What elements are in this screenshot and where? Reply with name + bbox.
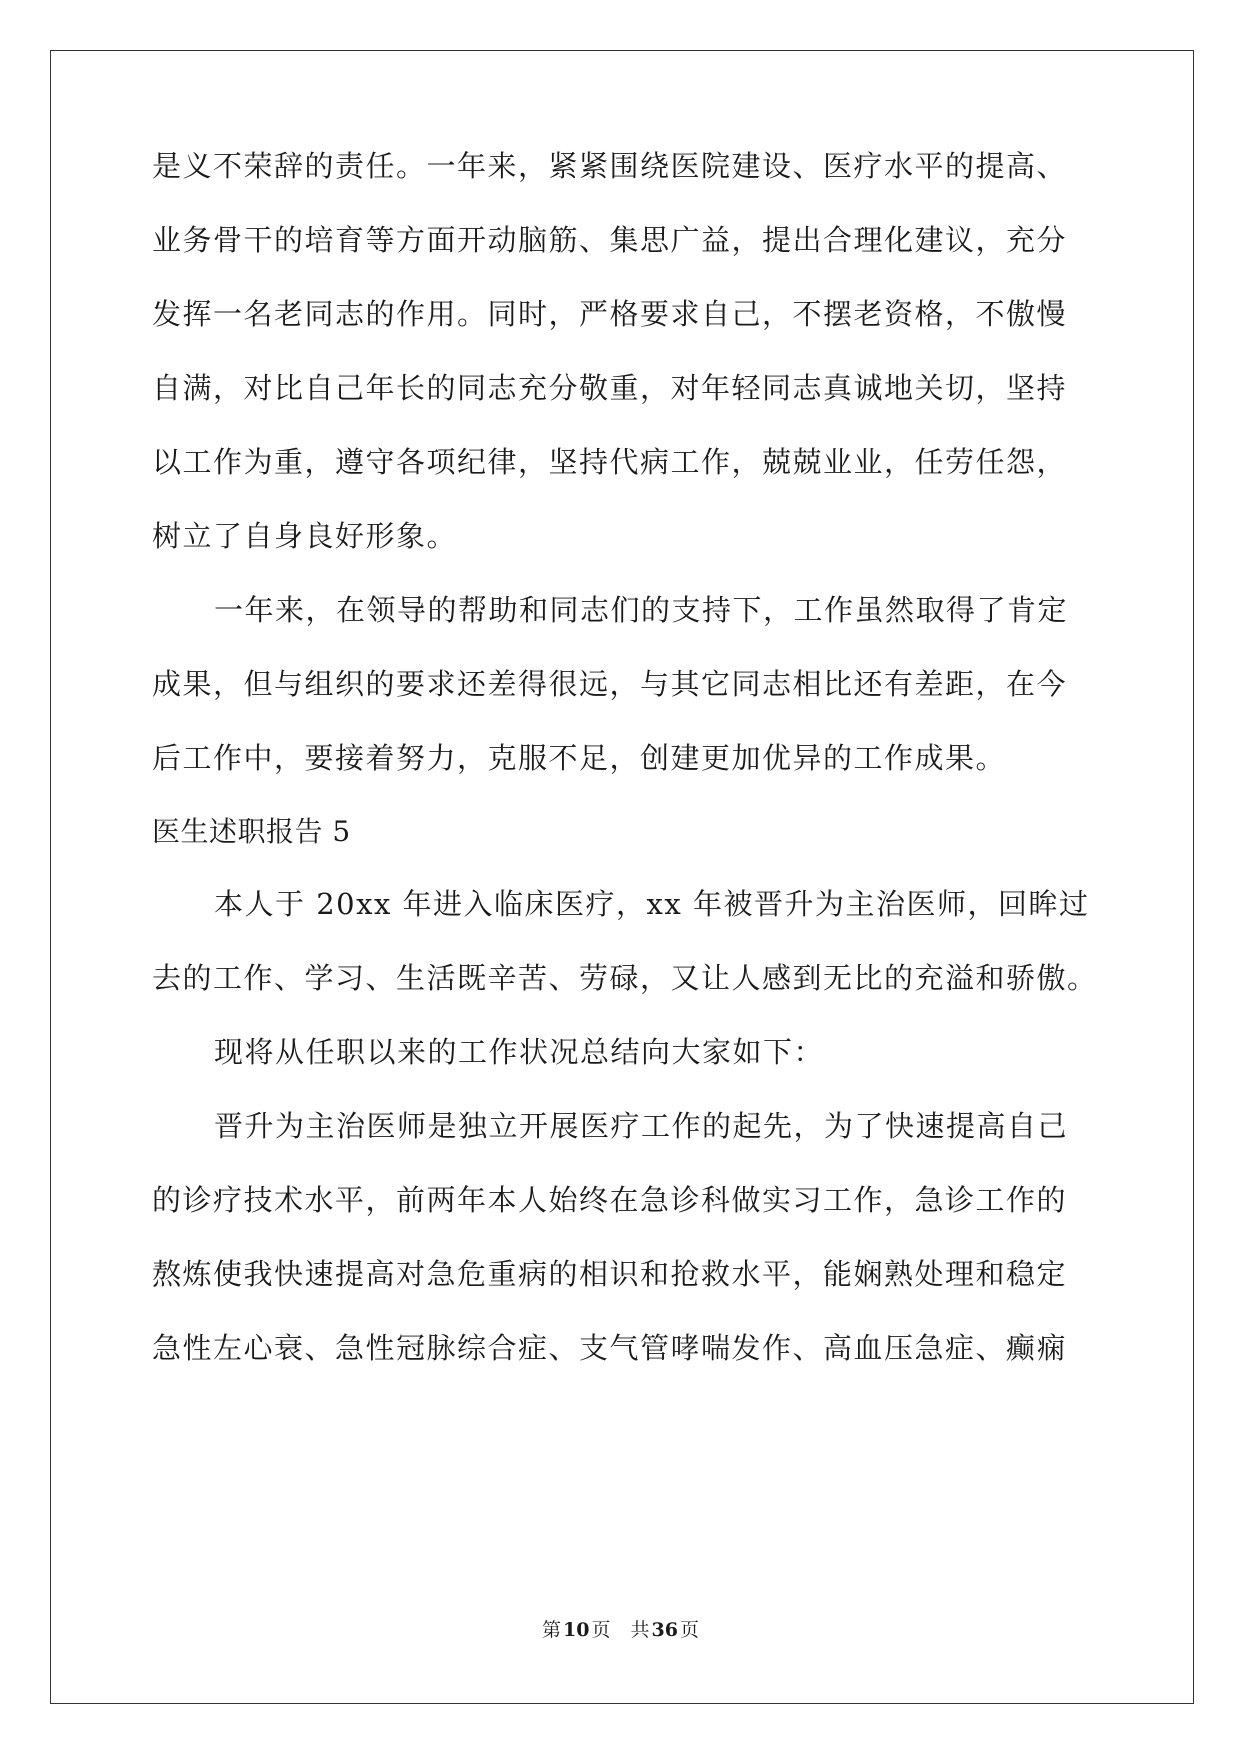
page-number-footer	[0, 1618, 1241, 1642]
paragraph-line: 熬炼使我快速提高对急危重病的相识和抢救水平，能娴熟处理和稳定	[152, 1257, 1068, 1291]
paragraph-line: 晋升为主治医师是独立开展医疗工作的起先，为了快速提高自己	[214, 1109, 1069, 1143]
paragraph-line: 后工作中，要接着努力，克服不足，创建更加优异的工作成果。	[152, 741, 1007, 775]
section-heading: 医生述职报告 5	[152, 815, 351, 848]
paragraph-line: 的诊疗技术水平，前两年本人始终在急诊科做实习工作，急诊工作的	[152, 1183, 1068, 1217]
paragraph-line: 发挥一名老同志的作用。同时，严格要求自己，不摆老资格，不傲慢	[152, 297, 1068, 331]
paragraph-line: 一年来，在领导的帮助和同志们的支持下，工作虽然取得了肯定	[214, 593, 1069, 627]
paragraph-line: 去的工作、学习、生活既辛苦、劳碌，又让人感到无比的充溢和骄傲。	[152, 961, 1098, 995]
paragraph-line: 以工作为重，遵守各项纪律，坚持代病工作，兢兢业业，任劳任怨，	[152, 445, 1068, 479]
paragraph-line: 成果，但与组织的要求还差得很远，与其它同志相比还有差距，在今	[152, 667, 1068, 701]
total-suffix: 页	[679, 1619, 699, 1641]
paragraph-line: 自满，对比自己年长的同志充分敬重，对年轻同志真诚地关切，坚持	[152, 371, 1068, 405]
paragraph-line: 是义不荣辞的责任。一年来，紧紧围绕医院建设、医疗水平的提高、	[152, 149, 1068, 183]
paragraph-line: 本人于 20xx 年进入临床医疗，xx 年被晋升为主治医师，回眸过	[214, 887, 1090, 921]
paragraph-line: 业务骨干的培育等方面开动脑筋、集思广益，提出合理化建议，充分	[152, 223, 1068, 257]
paragraph-line: 树立了自身良好形象。	[152, 519, 458, 553]
page-suffix: 页	[591, 1619, 611, 1641]
total-page-number: 36	[651, 1619, 678, 1641]
paragraph-line: 现将从任职以来的工作状况总结向大家如下：	[214, 1035, 825, 1069]
paragraph-line: 急性左心衰、急性冠脉综合症、支气管哮喘发作、高血压急症、癫痫	[152, 1331, 1068, 1365]
current-page-number: 10	[563, 1619, 590, 1641]
total-prefix: 共	[630, 1619, 650, 1641]
page-prefix: 第	[542, 1619, 562, 1641]
